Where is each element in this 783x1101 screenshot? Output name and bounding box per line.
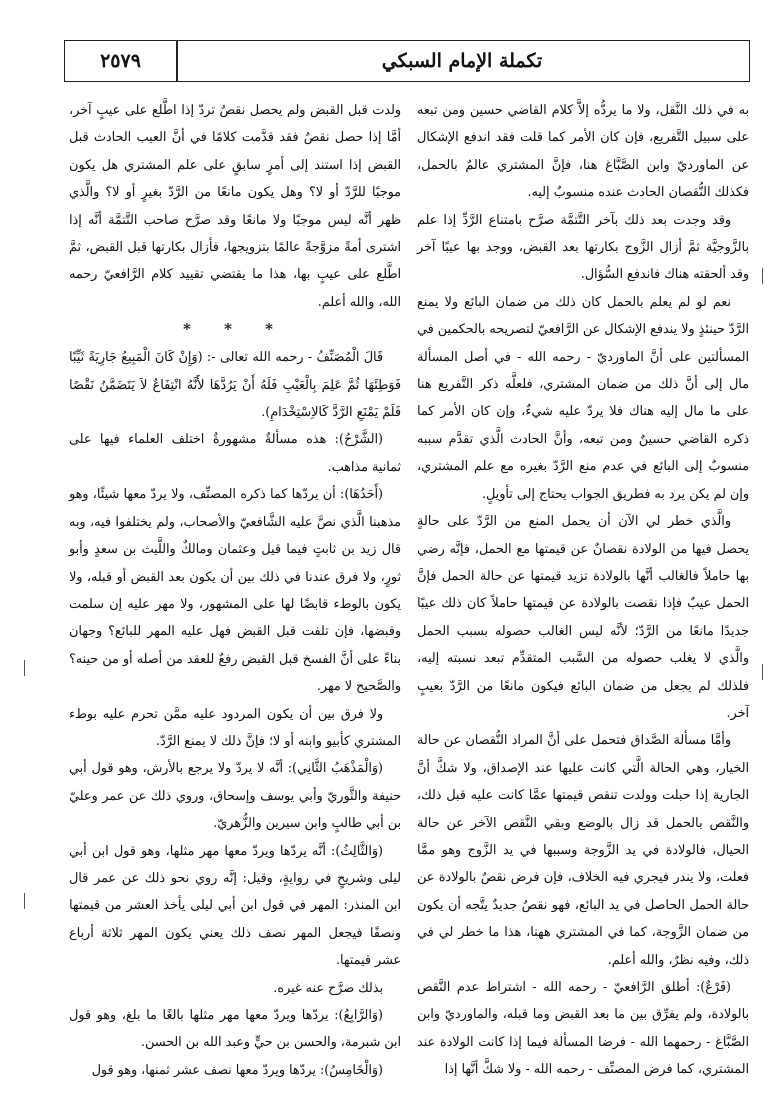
margin-mark [24,893,25,909]
right-column [417,97,749,1084]
paragraph: بذلك صرَّح عنه غيره. [273,980,383,996]
page-number: ٢٥٧٩ [100,50,141,72]
paragraph: قَالَ الْمُصَنِّفُ - رحمه الله تعالى -: (وَإِنْ كَانَ الْمَبِيعُ جَارِيَةً ثَيِّبًا فَوَطِئَهَا ثُمَّ عَلِمَ بِالْعَيْبِ فَلَهُ أَنْ يَرُدَّهَا لأَنَّهُ انْتِفَاعٌ لاَ يَتَضَمَّنُ نَقْصًا فَلَمْ يَمْنَعِ الرَّدَّ كَالاِسْتِخْدَامِ). [69,350,401,421]
paragraph: (وَالرَّابِعُ): يردّها ويردّ معها مهر مثلها بالغًا ما بلغ، وهو قول ابن شبرمة، والحسن بن حيٍّ وعبد الله بن الحسن. [69,1008,401,1051]
left-column [69,97,401,1084]
paragraph: وأمَّا مسألة الصَّداق فتحمل على أنَّ المراد النُّقصان عن حالة الخيار، وهي الحالة الَّتي كانت عليها عند الإصداق، ولا شكَّ أنَّ الجارية إذا حبلت وولدت تنقص قيمتها عمَّا كانت عليه قبل ذلك، والنَّقص بالحمل قد زال بالوضع وبقي النَّقص الآخر عن حالة الحيال، فالولادة في يد الزَّوجة وسببها في يد الزَّوج وهو ممَّا فعلت، ولا يندر فيجري فيه الخلاف، فإن فرض نقصٌ بالولادة عن حالة الحمل الحاصل في يد البائع، فهو نقصٌ جديدٌ يتَّجه أن يكون من ضمان الزَّوجة، كما في المشتري ههنا، هذا ما خطر لي في ذلك، وفيه نظرٌ، والله أعلم. [417,733,749,968]
header-divider [176,41,178,81]
paragraph: (وَالْخَامِسُ): يردّها ويردّ معها نصف عشر ثمنها، وهو قول [91,1062,383,1078]
paragraph: وقد وجدت بعد ذلك بآخر التَّتمَّة صرَّح بامتناع الرَّدِّ إذا علم بالزَّوجيَّة ثمَّ أزال الزَّوج بكارتها بعد القبض، ووجد بها عيبًا آخر وقد ألحقته هناك فاندفع السُّؤال. [417,212,749,283]
paragraph: (فَرْعٌ): أطلق الرَّافعيّ - رحمه الله - اشتراط عدم النَّقص بالولادة، ولم يفرِّق بين ما بعد القبض وما قبله، والماورديّ وابن الصَّبَّاغ - رحمهما الله - فرضا المسألة فيما إذا كانت الولادة عند المشتري، كما فرض المصنِّف - رحمه الله - ولا شكَّ أنَّها إذا [417,980,749,1078]
paragraph: به في ذلك النَّقل، ولا ما يردُّه إلاَّ كلام القاضي حسين ومن تبعه على سبيل التَّفريع، فإن كان الأمر كما قلت فقد اندفع الإشكال عن الماورديّ وابن الصَّبَّاغ هنا، فإنَّ المشتري عالمٌ بالحمل، فكذلك النُّقصان الحادث عنده منسوبٌ إليه. [417,103,749,201]
section-separator: * * * [183,320,287,339]
paragraph: (وَالْمَذْهَبُ الثَّانِي): أنَّه لا يردّ ولا يرجع بالأرش، وهو قول أبي حنيفة والثَّوريّ وأبي يوسف وإسحاق، وروي ذلك عن عمر وعليّ بن أبي طالبٍ وابن سيرين والزُّهريّ. [69,761,401,832]
margin-mark [762,664,763,680]
paragraph: (وَالثَّالِثُ): أنَّه يردّها ويردّ معها مهر مثلها، وهو قول ابن أبي ليلى وشريحٍ في روايةٍ، وقيل: إنَّه روي نحو ذلك عن عمر قال ابن المنذر: المهر في قول ابن أبي ليلى يأخذ العشر من قيمتها ونصفًا فيجعل المهر نصف ذلك يعني يكون المهر ثلاثة أرباع عشر قيمتها. [69,843,401,969]
paragraph: نعم لو لم يعلم بالحمل كان ذلك من ضمان البائع ولا يمنع الرَّدّ حينئذٍ ولا يندفع الإشكال عن الرَّافعيّ لتصريحه بالحكمين في المسألتين على أنَّ الماورديّ - رحمه الله - في أصل المسألة مال إلى أنَّ ذلك من ضمان المشتري، فلعلَّه ذكر التَّفريع هنا على ما مال إليه هناك فلا يردّ عليه شيءٌ، وإن كان الأمر كما ذكره القاضي حسينٌ ومن تبعه، وأنَّ الحادث الَّذي تقدَّم سببه منسوبٌ إلى البائع في عدم منع الرَّدّ بغيره مع علم المشتري، وإن لم يكن يرد به فطريق الجواب يحتاج إلى تأويلٍ. [417,294,749,502]
paragraph: ولا فرق بين أن يكون المردود عليه ممَّن تحرم عليه بوطء المشتري كأبيو وابنه أو لا؛ فإنَّ ذلك لا يمنع الرَّدّ. [69,706,401,749]
paragraph: والَّذي خطر لي الآن أن يحمل المنع من الرَّدّ على حالةٍ يحصل فيها من الولادة نقصانٌ عن قيمتها مع الحمل، فإنَّه رضي بها حاملاً فالغالب أنَّها بالولادة تزيد قيمتها عن حالة الحمل فإنَّ الحمل عيبٌ فإذا نقصت بالولادة عن قيمتها حاملاً كان ذلك عيبًا جديدًا مانعًا من الرَّدّ؛ لأنَّه ليس الغالب حصوله بسبب الحمل والَّذي لا يغلب حصوله من السَّبب المتقدِّم تبعد نسبته إليه، فلذلك لم يجعل من ضمان البائع فيكون مانعًا من الرَّدّ بعيبٍ آخر. [417,514,749,721]
page-header [64,40,750,82]
book-title: تكملة الإمام السبكي [381,50,543,72]
margin-mark [762,268,763,284]
paragraph: (الشَّرْحُ): هذه مسألةٌ مشهورةٌ اختلف العلماء فيها على ثمانية مذاهب. [69,432,401,475]
margin-mark [24,660,25,676]
paragraph: ولدت قبل القبض ولم يحصل نقصٌ تردّ إذا اطَّلع على عيبٍ آخر، أمَّا إذا حصل نقصٌ فقد قدَّمت كلامًا في أنَّ العيب الحادث قبل القبض إذا استند إلى أمرٍ سابقٍ على علم المشتري هل يكون موجبًا للرَّدّ أو لا؟ وهل يكون مانعًا من الرَّدّ بغيرٍ أو لا؟ والَّذي ظهر أنَّه ليس موجبًا ولا مانعًا وقد صرَّح صاحب التَّتمَّة أنَّه إذا اشترى أمةً مزوَّجةً عالمًا بتزويجها، فأزال بكارتها قبل القبض، ثمَّ اطَّلع على عيبٍ بها، هذا ما يقتضي تقييد كلام الرَّافعيّ رحمه الله، والله أعلم. [69,103,401,310]
paragraph: (أَحَدُهَا): أن يردّها كما ذكره المصنِّف، ولا يردّ معها شيئًا، وهو مذهبنا الَّذي نصَّ عليه الشَّافعيّ والأصحاب، ولم يختلفوا فيه، وبه قال زيد بن ثابتٍ فيما قيل وعثمان ومالكٌ واللَّيث بن سعدٍ وأبو ثورٍ، ولا فرق عندنا في ذلك بين أن يكون بعد القبض أو قبله، ولا يكون بالوطء قابضًا لها على المشهور، ولا مهر عليه إن سلمت وقبضها، فإن تلفت قبل القبض فهل عليه المهر للبائع؟ وجهان بناءً على أنَّ الفسخ قبل القبض رفعٌ للعقد من أصله أو من حينه؟ والصَّحيح لا مهر. [69,487,401,695]
